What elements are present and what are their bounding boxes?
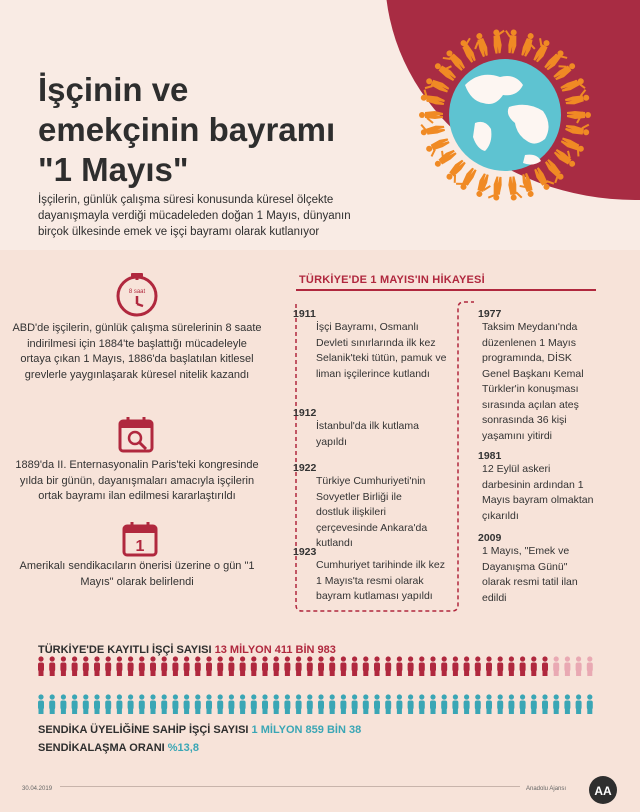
year-1911: 1911	[293, 308, 316, 320]
union-value: 1 MİLYON 859 BİN 38	[251, 724, 362, 736]
worker-pictogram-teal	[251, 694, 257, 714]
worker-pictogram-red	[116, 656, 122, 676]
worker-pictogram-red	[139, 656, 145, 676]
worker-pictogram-teal	[385, 694, 391, 714]
worker-pictogram-teal	[161, 694, 167, 714]
worker-pictogram-red	[60, 656, 66, 676]
year-1977: 1977	[478, 308, 502, 320]
worker-pictogram-red	[352, 656, 358, 676]
worker-pictogram-red	[83, 656, 89, 676]
registered-value: 13 MİLYON 411 BİN 983	[214, 644, 336, 656]
left-text-3: Amerikalı sendikacıların önerisi üzerine o gün "1 Mayıs" olarak belirlendi	[19, 560, 255, 588]
worker-pictogram-red	[508, 656, 514, 676]
worker-figure	[529, 37, 551, 64]
worker-pictogram-red	[363, 656, 369, 676]
worker-figure	[508, 176, 522, 201]
worker-pictogram-teal	[72, 694, 78, 714]
worker-pictogram-red	[284, 656, 290, 676]
clock-icon	[113, 270, 161, 323]
worker-pictogram-teal	[396, 694, 402, 714]
worker-pictogram-teal	[564, 694, 570, 714]
worker-pictogram-teal	[206, 694, 212, 714]
svg-text:AA: AA	[594, 784, 612, 798]
stat-union-members	[38, 724, 361, 736]
worker-pictogram-teal	[497, 694, 503, 714]
event-2009: 1 Mayıs, "Emek ve Dayanışma Günü" olarak resmi tatil ilan edildi	[482, 545, 578, 604]
worker-pictogram-teal	[195, 694, 201, 714]
worker-pictograms	[36, 656, 606, 714]
year-1923: 1923	[293, 546, 317, 558]
calendar-one-icon	[122, 521, 158, 562]
worker-pictogram-red	[172, 656, 178, 676]
worker-figure	[420, 89, 446, 106]
worker-pictogram-teal	[419, 694, 425, 714]
worker-pictogram-teal	[139, 694, 145, 714]
subtitle: İşçilerin, günlük çalışma süresi konusunda küresel ölçekte dayanışmayla verdiği mücadeleden doğan 1 Mayıs, dünyanın birçok ülkesinde emek ve işçi bayramı olarak kutlanıyor	[38, 194, 351, 238]
worker-figure	[488, 176, 502, 201]
worker-pictogram-teal	[49, 694, 55, 714]
worker-pictogram-red	[49, 656, 55, 676]
worker-pictogram-teal	[374, 694, 380, 714]
worker-pictogram-red	[520, 656, 526, 676]
worker-pictogram-red	[240, 656, 246, 676]
left-text-2: 1889'da II. Enternasyonalin Paris'teki kongresinde yılda bir günün, dayanışmaları amacıyla işçilerin ortak bayramı ilan edilmesi kararlaştırıldı	[15, 459, 259, 502]
year-2009: 2009	[478, 532, 502, 544]
clock-label: 8 saat	[128, 289, 146, 295]
worker-pictogram-teal	[217, 694, 223, 714]
worker-pictogram-red	[262, 656, 268, 676]
worker-figure	[504, 29, 518, 54]
event-1981: 12 Eylül askeri darbesinin ardından 1 Mayıs bayram olmaktan çıkarıldı	[482, 463, 594, 522]
worker-pictogram-teal	[452, 694, 458, 714]
worker-pictogram-teal	[284, 694, 290, 714]
worker-pictogram-red	[228, 656, 234, 676]
worker-pictogram-teal	[60, 694, 66, 714]
worker-pictogram-red	[329, 656, 335, 676]
worker-pictogram-red	[273, 656, 279, 676]
rate-value: %13,8	[167, 742, 199, 754]
worker-pictogram-red	[128, 656, 134, 676]
worker-pictogram-red	[430, 656, 436, 676]
title-line-1: İşçinin ve	[38, 71, 189, 108]
worker-pictogram-chart	[36, 656, 606, 719]
worker-pictogram-red	[486, 656, 492, 676]
worker-pictogram-red	[396, 656, 402, 676]
worker-pictogram-teal	[430, 694, 436, 714]
footer-source: Anadolu Ajansı	[526, 786, 567, 792]
event-1977: Taksim Meydanı'nda düzenlenen 1 Mayıs programında, DİSK Genel Başkanı Kemal Türkler'in konuşması sırasında açılan ateş sonrasında 36 kişi yaşamını yitirdi	[482, 321, 584, 442]
union-label: SENDİKA ÜYELİĞİNE SAHİP İŞÇİ SAYISI	[38, 724, 249, 736]
worker-pictogram-red	[553, 656, 559, 676]
worker-pictogram-teal	[475, 694, 481, 714]
event-1923: Cumhuriyet tarihinde ilk kez 1 Mayıs'ta resmi olarak bayram kutlaması yapıldı	[316, 559, 445, 602]
worker-pictogram-teal	[273, 694, 279, 714]
event-1922: Türkiye Cumhuriyeti'nin Sovyetler Birliği ile dostluk ilişkileri çerçevesinde Ankara'da kutlandı	[316, 475, 428, 549]
page-title	[38, 70, 335, 190]
worker-pictogram-teal	[363, 694, 369, 714]
worker-pictogram-teal	[318, 694, 324, 714]
event-1911: İşçi Bayramı, Osmanlı Devleti sınırlarında ilk kez Selanik'teki tütün, pamuk ve liman işçilerince kutlandı	[316, 321, 447, 380]
worker-pictogram-teal	[240, 694, 246, 714]
worker-pictogram-red	[206, 656, 212, 676]
worker-pictogram-red	[587, 656, 593, 676]
worker-pictogram-teal	[542, 694, 548, 714]
calendar-search-icon	[118, 416, 156, 459]
worker-pictogram-red	[251, 656, 257, 676]
worker-pictogram-red	[419, 656, 425, 676]
worker-pictogram-teal	[352, 694, 358, 714]
timeline-title: TÜRKİYE'DE 1 MAYIS'IN HİKAYESİ	[299, 274, 485, 286]
worker-pictogram-red	[296, 656, 302, 676]
worker-pictogram-red	[385, 656, 391, 676]
registered-label: TÜRKİYE'DE KAYITLI İŞÇİ SAYISI	[38, 644, 212, 656]
worker-pictogram-red	[408, 656, 414, 676]
worker-pictogram-red	[217, 656, 223, 676]
worker-pictogram-red	[564, 656, 570, 676]
worker-pictogram-teal	[329, 694, 335, 714]
worker-pictogram-teal	[531, 694, 537, 714]
year-1981: 1981	[478, 450, 502, 462]
footer-date: 30.04.2019	[22, 786, 53, 792]
worker-pictogram-red	[441, 656, 447, 676]
worker-pictogram-teal	[441, 694, 447, 714]
title-line-3: "1 Mayıs"	[38, 151, 189, 188]
worker-pictogram-teal	[520, 694, 526, 714]
worker-figure	[564, 89, 590, 106]
worker-pictogram-teal	[587, 694, 593, 714]
aa-logo	[588, 775, 618, 810]
worker-figure	[475, 173, 494, 200]
worker-pictogram-red	[531, 656, 537, 676]
worker-pictogram-teal	[38, 694, 44, 714]
worker-pictogram-teal	[307, 694, 313, 714]
worker-pictogram-red	[195, 656, 201, 676]
worker-pictogram-red	[464, 656, 470, 676]
worker-figure	[419, 111, 443, 123]
worker-pictogram-teal	[116, 694, 122, 714]
worker-pictogram-red	[150, 656, 156, 676]
worker-pictogram-red	[340, 656, 346, 676]
rate-label: SENDİKALAŞMA ORANI	[38, 742, 165, 754]
stat-registered-workers	[38, 644, 336, 656]
worker-pictogram-red	[374, 656, 380, 676]
header-section	[0, 0, 640, 250]
worker-pictogram-teal	[576, 694, 582, 714]
worker-pictogram-teal	[172, 694, 178, 714]
worker-pictogram-teal	[262, 694, 268, 714]
worker-pictogram-red	[576, 656, 582, 676]
stat-union-rate	[38, 742, 199, 754]
worker-pictogram-teal	[184, 694, 190, 714]
worker-figure	[459, 37, 481, 64]
worker-pictogram-teal	[83, 694, 89, 714]
worker-pictogram-teal	[94, 694, 100, 714]
worker-pictogram-teal	[508, 694, 514, 714]
worker-pictogram-teal	[128, 694, 134, 714]
worker-pictogram-teal	[486, 694, 492, 714]
worker-figure	[492, 29, 506, 54]
worker-pictogram-red	[452, 656, 458, 676]
worker-pictogram-red	[307, 656, 313, 676]
worker-pictogram-red	[497, 656, 503, 676]
worker-pictogram-red	[161, 656, 167, 676]
title-line-2: emekçinin bayramı	[38, 111, 336, 148]
worker-pictogram-teal	[105, 694, 111, 714]
worker-pictogram-red	[184, 656, 190, 676]
left-text-1: ABD'de işçilerin, günlük çalışma sürelerinin 8 saate indirilmesi için 1884'te başlattığı mücadeleyle ortaya çıkan 1 Mayıs, 1886'da başlatılan kitlesel grevlerle yaygınlaşarak küresel nitelik kazandı	[12, 322, 262, 381]
worker-pictogram-red	[105, 656, 111, 676]
worker-figure	[423, 76, 450, 97]
worker-pictogram-teal	[464, 694, 470, 714]
worker-pictogram-red	[542, 656, 548, 676]
worker-pictogram-teal	[296, 694, 302, 714]
worker-pictogram-teal	[340, 694, 346, 714]
year-1912: 1912	[293, 407, 317, 419]
event-1912: İstanbul'da ilk kutlama yapıldı	[316, 420, 419, 448]
worker-pictogram-red	[475, 656, 481, 676]
worker-figure	[567, 111, 591, 123]
worker-pictogram-teal	[150, 694, 156, 714]
year-1922: 1922	[293, 462, 317, 474]
footer-divider	[60, 786, 520, 787]
worker-pictogram-teal	[228, 694, 234, 714]
worker-pictogram-red	[38, 656, 44, 676]
worker-pictogram-teal	[408, 694, 414, 714]
worker-pictogram-red	[94, 656, 100, 676]
worker-pictogram-red	[318, 656, 324, 676]
globe-illustration	[405, 15, 605, 215]
worker-pictogram-teal	[553, 694, 559, 714]
calendar-number: 1	[135, 538, 145, 555]
worker-pictogram-red	[72, 656, 78, 676]
